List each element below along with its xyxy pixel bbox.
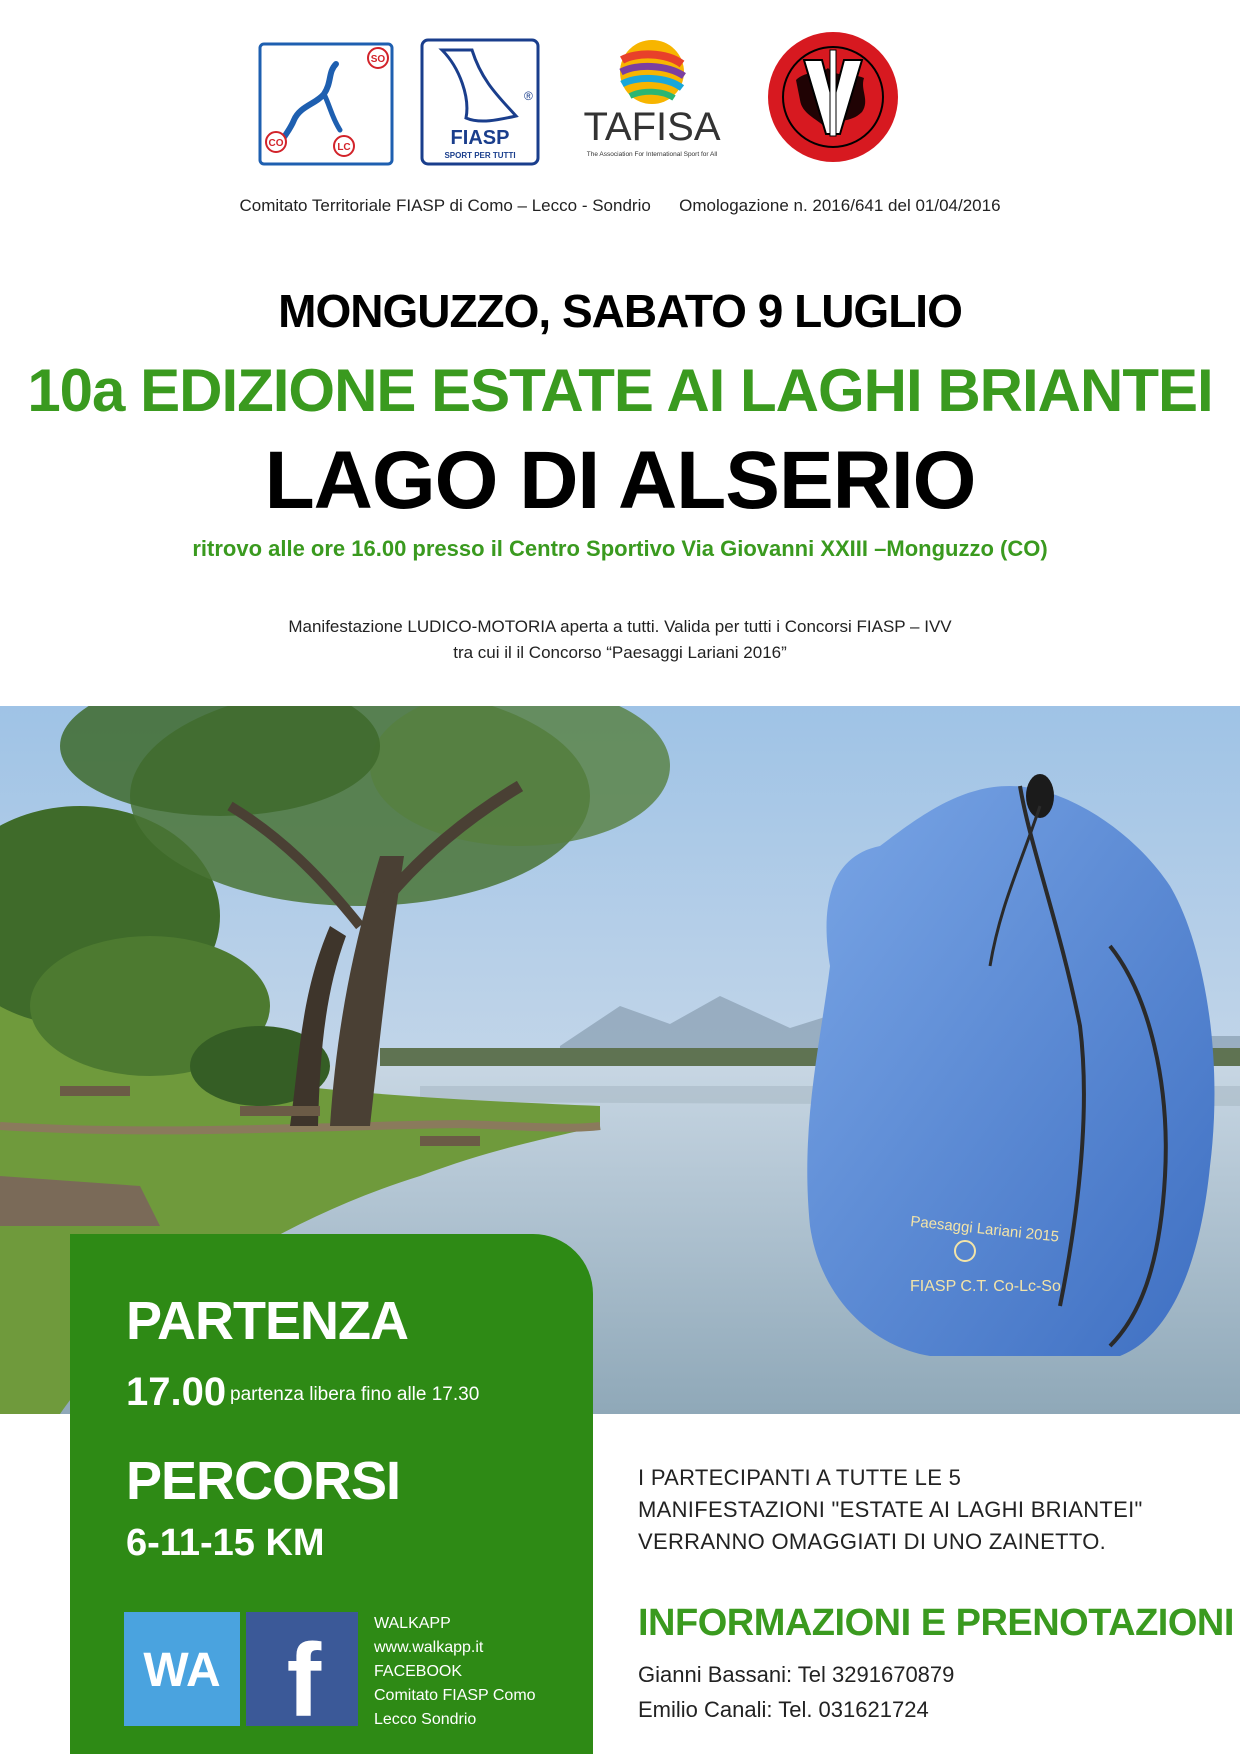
facebook-label: FACEBOOK	[374, 1663, 463, 1680]
backpack-gift-note	[638, 1462, 1143, 1558]
approval-number: Omologazione n. 2016/641 del 01/04/2016	[679, 196, 1001, 215]
facebook-icon-text: f	[286, 1623, 322, 1726]
facebook-page-line-1[interactable]: Comitato FIASP Como	[374, 1687, 536, 1704]
committee-name: Comitato Territoriale FIASP di Como – Lecco - Sondrio	[239, 196, 651, 215]
departure-note: partenza libera fino alle 17.30	[230, 1384, 480, 1405]
backpack-print-line-1: Paesaggi Lariani 2015	[909, 1213, 1060, 1246]
description-line-2: tra cui il il Concorso “Paesaggi Lariani 2016”	[453, 643, 787, 662]
walkapp-icon[interactable]	[124, 1612, 240, 1726]
badge-co: CO	[268, 138, 284, 149]
description-line-1: Manifestazione LUDICO-MOTORIA aperta a tutti. Valida per tutti i Concorsi FIASP – IVV	[288, 617, 952, 636]
walkapp-label: WALKAPP	[374, 1615, 451, 1632]
committee-line	[0, 196, 1240, 216]
ivv-logo	[766, 30, 900, 164]
bag-note-line-2: MANIFESTAZIONI "ESTATE AI LAGHI BRIANTEI"	[638, 1497, 1143, 1522]
badge-so: SO	[370, 54, 386, 65]
meeting-info: ritrovo alle ore 16.00 presso il Centro Sportivo Via Giovanni XXIII –Monguzzo (CO)	[192, 536, 1048, 561]
edition-title: 10a EDIZIONE ESTATE AI LAGHI BRIANTEI	[27, 357, 1213, 424]
tafisa-tagline: The Association For International Sport for All	[586, 151, 718, 158]
fiasp-name: FIASP	[450, 127, 510, 149]
event-date-title: MONGUZZO, SABATO 9 LUGLIO	[278, 285, 962, 337]
svg-text:®: ®	[524, 89, 533, 103]
info-title: INFORMAZIONI E PRENOTAZIONI	[638, 1602, 1234, 1644]
social-links	[374, 1612, 536, 1732]
facebook-page-line-2[interactable]: Lecco Sondrio	[374, 1711, 477, 1728]
walkapp-icon-text: WA	[143, 1644, 221, 1697]
tafisa-logo	[566, 38, 738, 166]
bag-note-line-1: I PARTECIPANTI A TUTTE LE 5	[638, 1465, 962, 1490]
route-distances: 6-11-15 KM	[126, 1522, 325, 1564]
departure-label: PARTENZA	[126, 1291, 408, 1351]
fiasp-logo	[420, 38, 540, 166]
regional-committee-logo	[258, 42, 394, 166]
bag-note-line-3: VERRANNO OMAGGIATI DI UNO ZAINETTO.	[638, 1529, 1107, 1554]
facebook-icon[interactable]	[246, 1612, 358, 1726]
fiasp-tagline: SPORT PER TUTTI	[444, 151, 516, 160]
routes-label: PERCORSI	[126, 1451, 401, 1511]
tafisa-name: TAFISA	[583, 105, 721, 149]
lake-title: LAGO DI ALSERIO	[264, 435, 976, 526]
contact-emilio: Emilio Canali: Tel. 031621724	[638, 1697, 929, 1722]
departure-time: 17.00	[126, 1370, 227, 1414]
event-description	[0, 614, 1240, 666]
backpack-print-line-2: FIASP C.T. Co-Lc-So	[910, 1278, 1061, 1295]
walkapp-url[interactable]: www.walkapp.it	[374, 1639, 484, 1656]
badge-lc: LC	[337, 142, 351, 153]
contact-gianni: Gianni Bassani: Tel 3291670879	[638, 1662, 955, 1687]
